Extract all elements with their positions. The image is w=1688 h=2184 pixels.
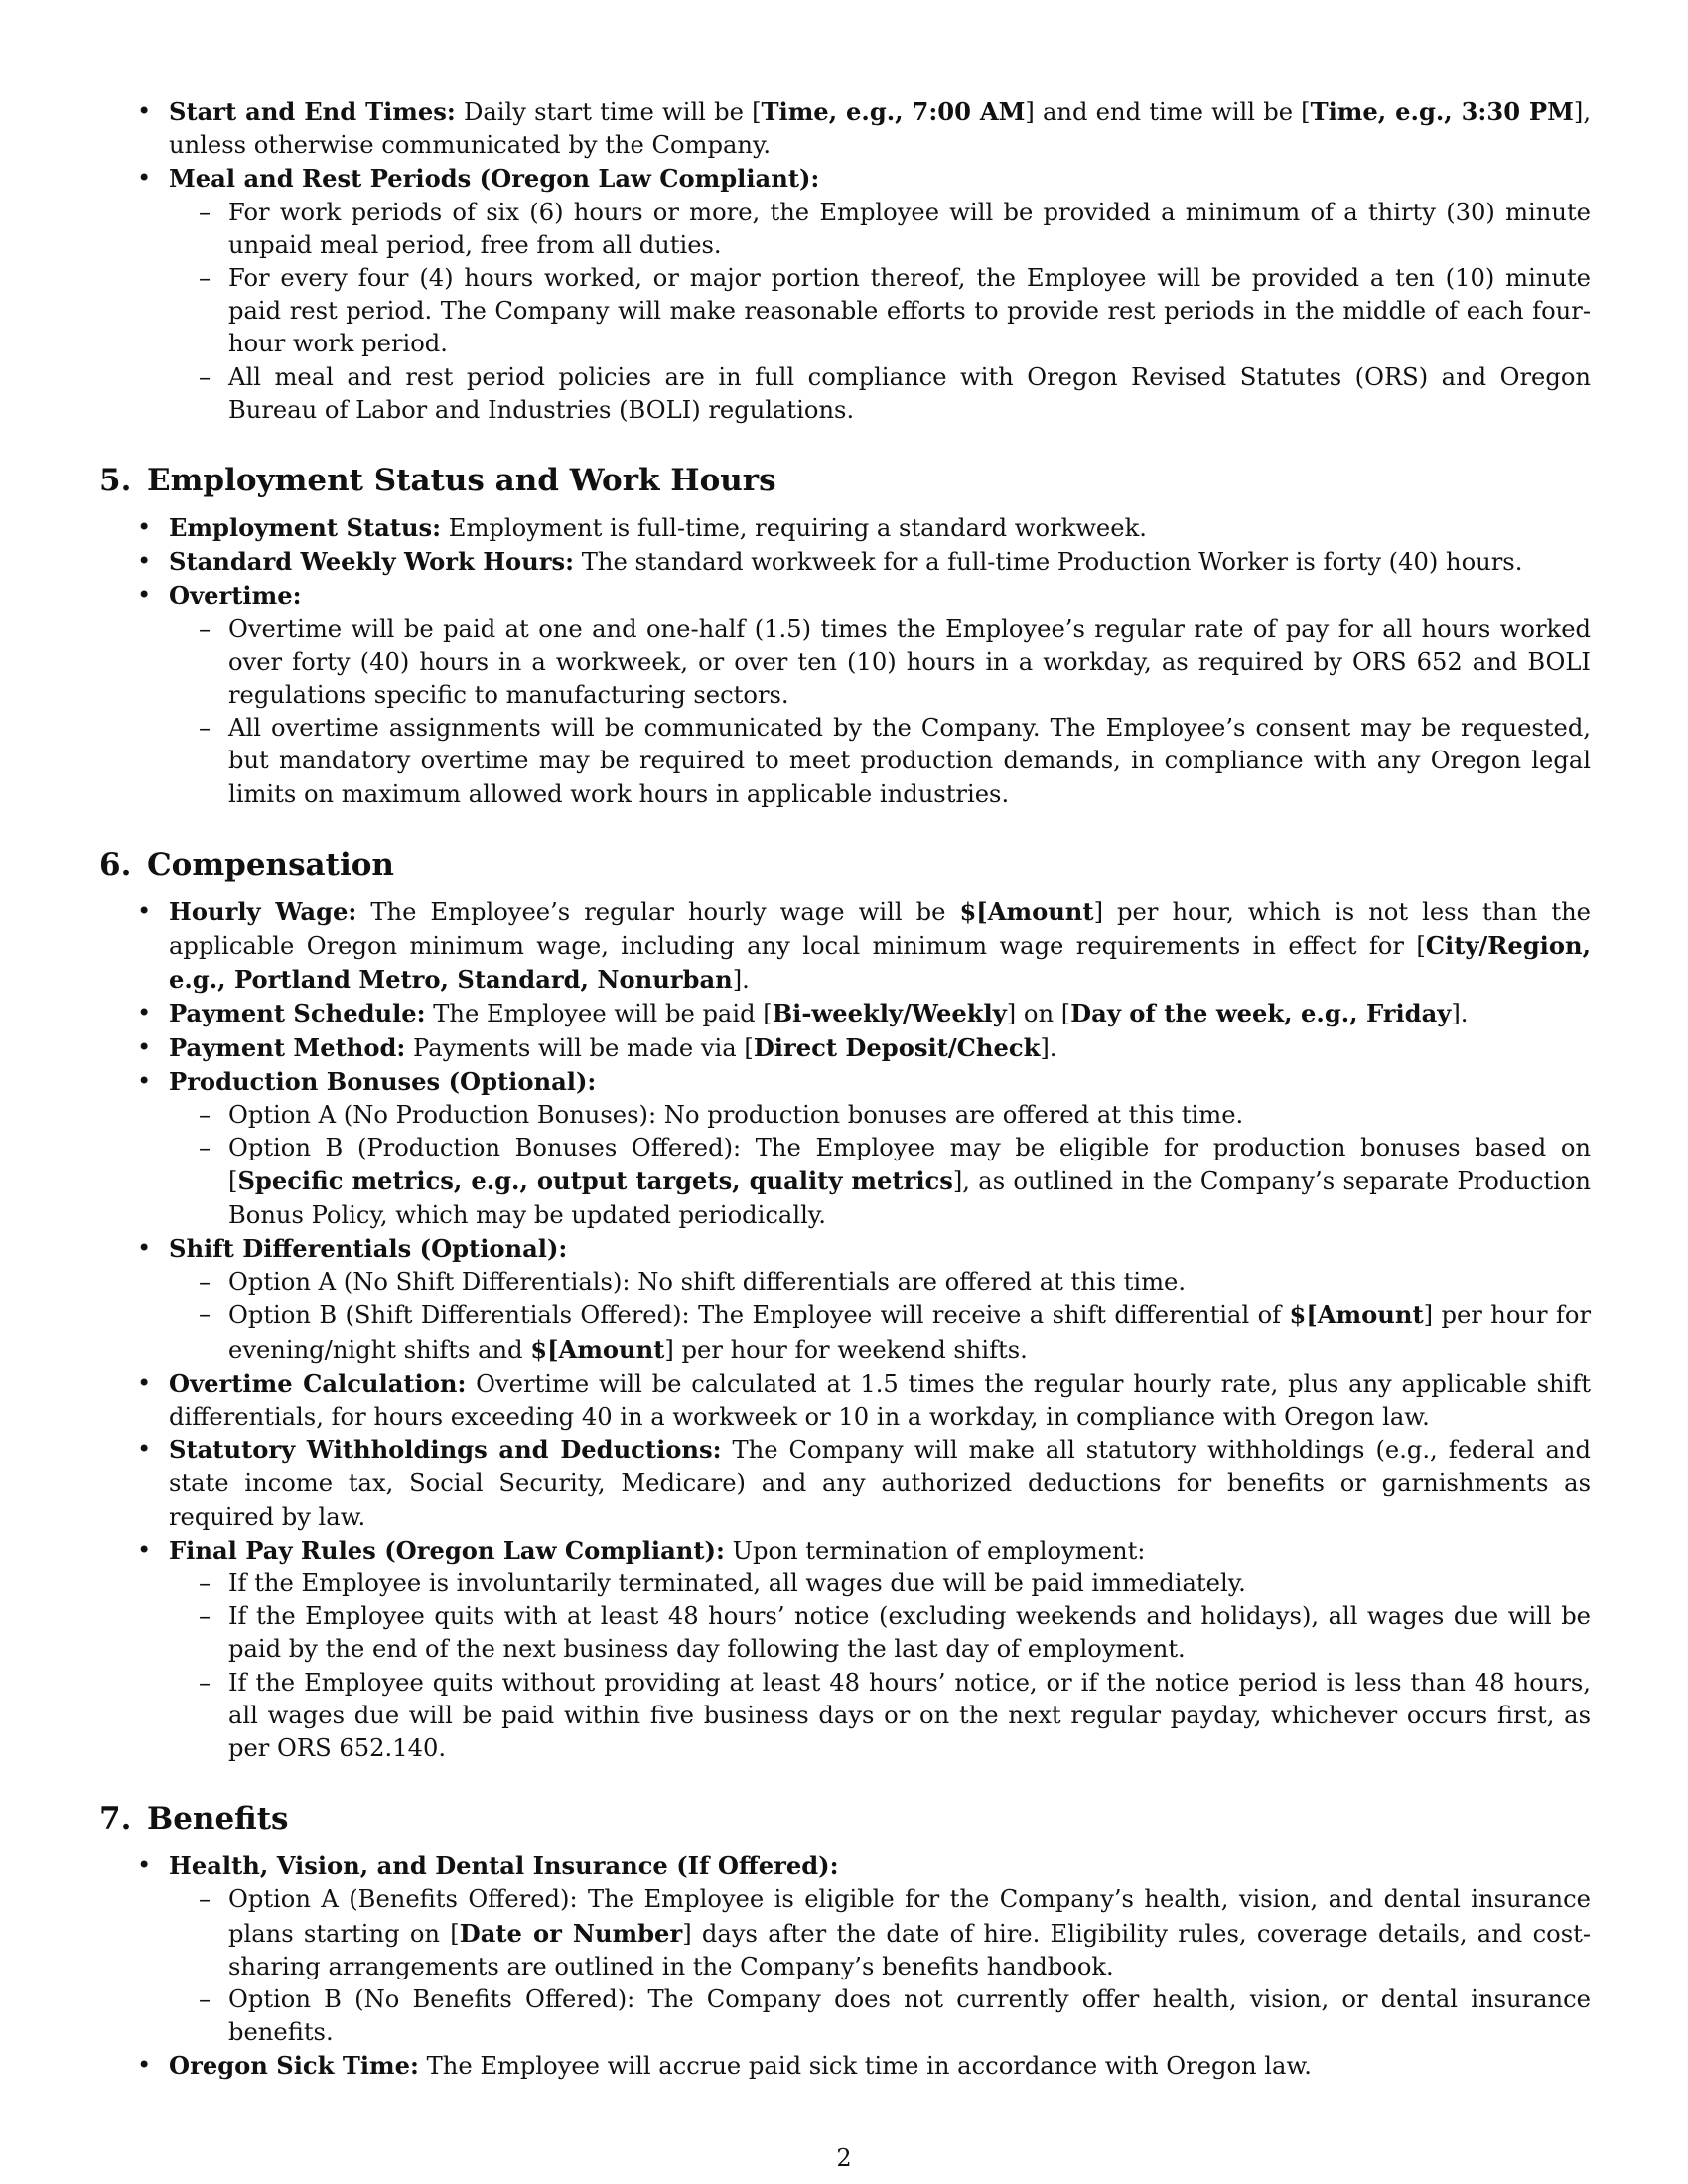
list-item: [99, 895, 1591, 998]
text-run: ] per hour for weekend shifts.: [664, 1335, 1028, 1364]
item-label: Payment Schedule:: [169, 999, 426, 1028]
section: [99, 461, 1591, 811]
text-run: For every four (4) hours worked, or major portion thereof, the Employee will be provided a ten (10) minute paid rest period. The Company will make reasonable efforts to provide rest periods in the middle of each four-hour work period.: [228, 264, 1591, 358]
sub-list-item: [169, 1298, 1591, 1366]
text-run: All meal and rest period policies are in full compliance with Oregon Revised Statutes (ORS) and Oregon Bureau of Labor and Industries (BOLI) regulations.: [228, 362, 1591, 424]
sub-list-item: [169, 1132, 1591, 1232]
sub-list-item: [169, 1983, 1591, 2049]
text-run: ].: [1040, 1033, 1057, 1062]
list-item: [99, 997, 1591, 1030]
bullet-icon: •: [137, 581, 152, 610]
list-item: [99, 2049, 1591, 2083]
text-run: Option A (No Production Bonuses): No production bonuses are offered at this time.: [228, 1101, 1244, 1130]
list-item: [99, 1065, 1591, 1232]
sub-list-item: [169, 1266, 1591, 1298]
text-run: Employment is full-time, requiring a standard workweek.: [441, 514, 1147, 543]
text-run: The standard workweek for a full-time Production Worker is forty (40) hours.: [574, 548, 1523, 577]
bold-placeholder: Date or Number: [459, 1918, 683, 1948]
top-list: [99, 95, 1591, 427]
item-label: Payment Method:: [169, 1032, 406, 1062]
text-run: The Employee will be paid [: [425, 1000, 773, 1028]
text-run: ].: [1451, 1000, 1469, 1028]
sub-list-item: [169, 1600, 1591, 1666]
text-run: ] days after the date of hire. Eligibility rules, coverage details, and cost-sharing arrangements are outlined in the Company’s benefits handbook.: [228, 1919, 1591, 1980]
bold-placeholder: $[Amount: [530, 1334, 665, 1364]
list-item: [99, 1031, 1591, 1065]
section-title: Compensation: [147, 846, 394, 883]
list-item: [99, 545, 1591, 579]
item-label: Oregon Sick Time:: [169, 2051, 419, 2081]
bold-placeholder: Day of the week, e.g., Friday: [1070, 999, 1452, 1028]
item-label: Statutory Withholdings and Deductions:: [169, 1435, 722, 1465]
bold-placeholder: Direct Deposit/Check: [753, 1032, 1041, 1062]
list-item: [99, 1433, 1591, 1534]
section-number: 6.: [99, 846, 132, 883]
text-run: Option B (No Benefits Offered): The Company does not currently offer health, vision, or dental insurance benefits.: [228, 1984, 1591, 2047]
dash-icon: –: [199, 1668, 211, 1697]
dash-icon: –: [199, 264, 211, 293]
text-run: If the Employee is involuntarily terminated, all wages due will be paid immediately.: [228, 1569, 1246, 1597]
bullet-icon: •: [137, 547, 152, 576]
list-item: [99, 579, 1591, 810]
sub-list-item: [169, 197, 1591, 262]
item-label: Meal and Rest Periods (Oregon Law Compliant):: [169, 164, 820, 194]
text-run: ].: [732, 966, 750, 995]
dash-icon: –: [199, 714, 211, 743]
section-heading: [99, 461, 1591, 500]
text-run: ] per hour, which is not less than the applicable Oregon minimum wage, including any local minimum wage requirements in effect for [: [169, 897, 1591, 961]
list-item: [99, 162, 1591, 427]
text-run: ], unless otherwise communicated by the Company.: [169, 98, 1592, 160]
text-run: The Company will make all statutory withholdings (e.g., federal and state income tax, Social Security, Medicare) and any authorized deductions for benefits or garnishments as required by law.: [169, 1436, 1591, 1531]
bullet-icon: •: [137, 1851, 152, 1880]
text-run: Daily start time will be [: [455, 98, 762, 126]
item-label: Final Pay Rules (Oregon Law Compliant):: [169, 1535, 725, 1565]
bullet-icon: •: [137, 1435, 152, 1464]
text-run: ] on [: [1006, 1000, 1071, 1028]
section-list: [99, 895, 1591, 1765]
dash-icon: –: [199, 1885, 211, 1914]
sub-list-item: [169, 361, 1591, 427]
section-heading: [99, 1799, 1591, 1839]
section-list: [99, 1849, 1591, 2083]
sub-list: [169, 197, 1591, 427]
dash-icon: –: [199, 1984, 211, 2013]
section-heading: [99, 845, 1591, 885]
dash-icon: –: [199, 1300, 211, 1329]
section: [99, 845, 1591, 1765]
section: [99, 1799, 1591, 2083]
sub-list: [169, 1883, 1591, 2049]
dash-icon: –: [199, 1101, 211, 1130]
sub-list-item: [169, 262, 1591, 361]
text-run: The Employee’s regular hourly wage will be: [356, 897, 960, 926]
sub-list-item: [169, 614, 1591, 713]
item-label: Overtime:: [169, 581, 302, 611]
text-run: For work periods of six (6) hours or more, the Employee will be provided a minimum of a thirty (30) minute unpaid meal period, free from all duties.: [228, 198, 1591, 259]
text-run: Option B (Production Bonuses Offered): The Employee may be eligible for production bonuses based on [: [228, 1134, 1591, 1196]
page-number: 2: [836, 2144, 852, 2172]
bullet-icon: •: [137, 1066, 152, 1095]
section-title: Benefits: [147, 1801, 289, 1838]
bullet-icon: •: [137, 896, 152, 925]
section-number: 5.: [99, 463, 132, 499]
bullet-icon: •: [137, 1032, 152, 1061]
bold-placeholder: Bi-weekly/Weekly: [772, 999, 1007, 1028]
bold-placeholder: City/Region, e.g., Portland Metro, Standard, Nonurban: [169, 931, 1591, 995]
item-label: Shift Differentials (Optional):: [169, 1233, 568, 1263]
dash-icon: –: [199, 1134, 211, 1162]
dash-icon: –: [199, 362, 211, 391]
item-label: Hourly Wage:: [169, 896, 357, 926]
dash-icon: –: [199, 1569, 211, 1597]
list-item: [99, 1534, 1591, 1765]
bold-placeholder: $[Amount: [1289, 1300, 1424, 1330]
bold-placeholder: Time, e.g., 3:30 PM: [1310, 97, 1574, 126]
bullet-icon: •: [137, 1535, 152, 1564]
bullet-icon: •: [137, 164, 152, 193]
bold-placeholder: $[Amount: [959, 896, 1094, 926]
sub-list: [169, 1099, 1591, 1232]
text-run: ] per hour for evening/night shifts and: [228, 1301, 1592, 1364]
item-label: Health, Vision, and Dental Insurance (If Offered):: [169, 1851, 839, 1881]
text-run: ] and end time will be [: [1025, 98, 1311, 126]
list-item: [99, 1367, 1591, 1433]
bullet-icon: •: [137, 97, 152, 125]
list-item: [99, 1232, 1591, 1367]
sub-list-item: [169, 1568, 1591, 1600]
text-run: Option A (No Shift Differentials): No shift differentials are offered at this time.: [228, 1268, 1187, 1297]
section-number: 7.: [99, 1801, 132, 1838]
sub-list: [169, 1568, 1591, 1765]
sub-list-item: [169, 1099, 1591, 1132]
sub-list-item: [169, 1883, 1591, 1983]
dash-icon: –: [199, 614, 211, 643]
item-label: Start and End Times:: [169, 97, 456, 126]
bullet-icon: •: [137, 999, 152, 1027]
dash-icon: –: [199, 1268, 211, 1297]
bold-placeholder: Time, e.g., 7:00 AM: [761, 97, 1026, 126]
sub-list-item: [169, 712, 1591, 811]
text-run: Upon termination of employment:: [724, 1536, 1146, 1565]
bullet-icon: •: [137, 1368, 152, 1397]
section-list: [99, 511, 1591, 811]
dash-icon: –: [199, 198, 211, 226]
bullet-icon: •: [137, 513, 152, 542]
dash-icon: –: [199, 1602, 211, 1631]
text-run: If the Employee quits with at least 48 hours’ notice (excluding weekends and holidays), all wages due will be paid by the end of the next business day following the last day of employment.: [228, 1602, 1591, 1664]
document-page: [99, 95, 1591, 2084]
text-run: Payments will be made via [: [405, 1033, 754, 1062]
section-title: Employment Status and Work Hours: [147, 463, 776, 499]
text-run: All overtime assignments will be communicated by the Company. The Employee’s consent may be requested, but mandatory overtime may be required to meet production demands, in compliance with any Oregon legal limits on maximum allowed work hours in applicable industries.: [228, 714, 1591, 808]
bullet-icon: •: [137, 2051, 152, 2080]
bullet-icon: •: [137, 1233, 152, 1262]
text-run: Option B (Shift Differentials Offered): The Employee will receive a shift differential of: [228, 1301, 1290, 1330]
list-item: [99, 95, 1591, 162]
item-label: Standard Weekly Work Hours:: [169, 547, 575, 577]
bold-placeholder: Specific metrics, e.g., output targets, quality metrics: [237, 1166, 953, 1196]
item-label: Overtime Calculation:: [169, 1368, 467, 1398]
list-item: [99, 1849, 1591, 2049]
text-run: ], as outlined in the Company’s separate Production Bonus Policy, which may be updated periodically.: [228, 1167, 1591, 1229]
sub-list-item: [169, 1667, 1591, 1766]
text-run: Overtime will be paid at one and one-half (1.5) times the Employee’s regular rate of pay for all hours worked over forty (40) hours in a workweek, or over ten (10) hours in a workday, as required by ORS 652 and BOLI regulations specific to manufacturing sectors.: [228, 614, 1591, 710]
text-run: Overtime will be calculated at 1.5 times the regular hourly rate, plus any applicable shift differentials, for hours exceeding 40 in a workweek or 10 in a workday, in compliance with Oregon law.: [169, 1369, 1591, 1431]
sections: [99, 461, 1591, 2084]
sub-list: [169, 1266, 1591, 1367]
text-run: The Employee will accrue paid sick time in accordance with Oregon law.: [418, 2052, 1312, 2081]
text-run: If the Employee quits without providing at least 48 hours’ notice, or if the notice period is less than 48 hours, all wages due will be paid within five business days or on the next regular payday, whichever occurs first, as per ORS 652.140.: [228, 1668, 1591, 1762]
list-item: [99, 511, 1591, 545]
item-label: Production Bonuses (Optional):: [169, 1066, 597, 1096]
item-label: Employment Status:: [169, 513, 442, 543]
text-run: Option A (Benefits Offered): The Employee is eligible for the Company’s health, vision, and dental insurance plans starting on [: [228, 1885, 1591, 1948]
sub-list: [169, 614, 1591, 811]
